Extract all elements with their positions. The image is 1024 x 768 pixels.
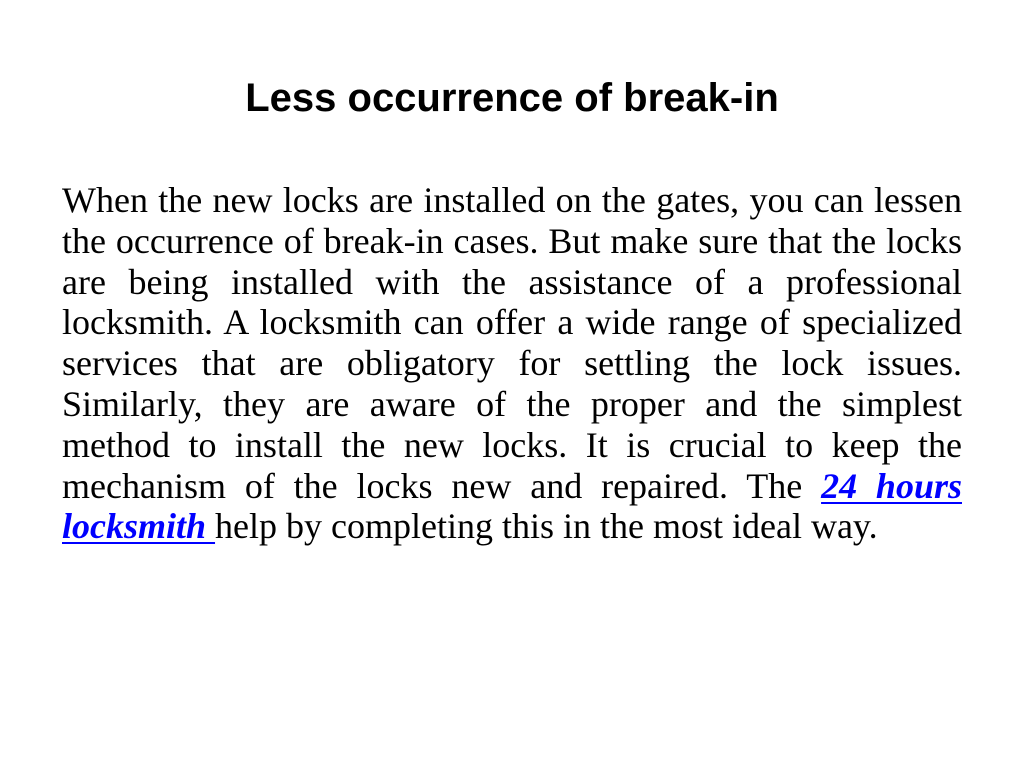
paragraph-text-before-link: When the new locks are installed on the gates, you can lessen the occurrence of break-in cases. But make sure that the locks are being installed with the assistance of a professional locksmith. A locksmith can offer a wide range of specialized services that are obligatory for settling the lock issues. Similarly, they are aware of the proper and the simplest method to install the new locks. It is crucial to keep the mechanism of the locks new and repaired. The (62, 180, 962, 506)
24-hours-locksmith-link[interactable]: 24 hours locksmith (62, 465, 962, 547)
slide-body-paragraph (62, 180, 962, 547)
slide-title: Less occurrence of break-in (245, 76, 779, 120)
paragraph-text-after-link: help by completing this in the most ideal way. (215, 506, 878, 547)
